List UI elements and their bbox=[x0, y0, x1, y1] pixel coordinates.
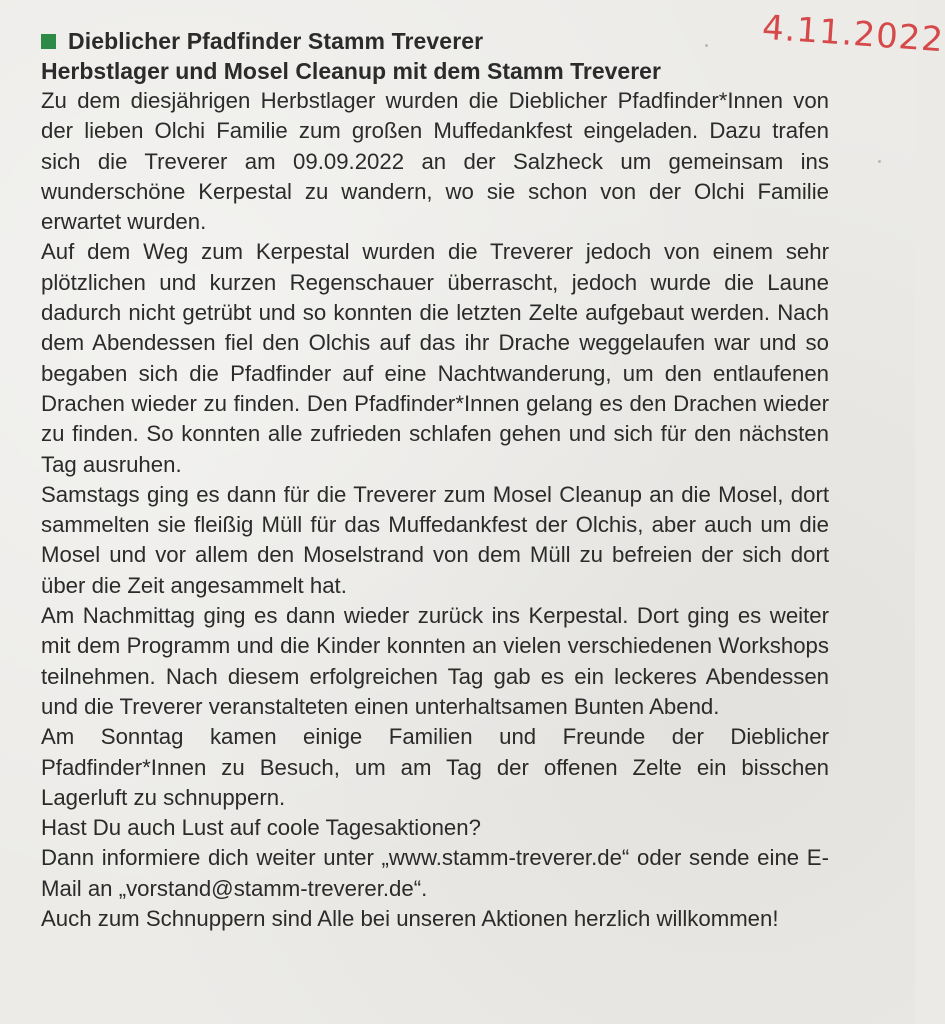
paragraph-welcome: Auch zum Schnuppern sind Alle bei unseren Aktionen herzlich willkommen! bbox=[41, 906, 779, 932]
paragraph-contact: Dann informiere dich weiter unter „www.stamm-treverer.de“ oder sende eine E-Mail an „vorstand@stamm-treverer.de“. bbox=[41, 845, 829, 901]
article-title: Dieblicher Pfadfinder Stamm Treverer bbox=[68, 28, 484, 54]
paragraph-night-hike: Auf dem Weg zum Kerpestal wurden die Treverer jedoch von einem sehr plötzlichen und kurzen Regenschauer überrascht, jedoch wurde die Laune dadurch nicht getrübt und so konnten die letzten Zelte aufgebaut werden. Nach dem Abendessen fiel den Olchis auf das ihr Drache weggelaufen war und so begaben sich die Pfadfinder auf eine Nachtwanderung, um den entlaufenen Drachen wieder zu finden. Den Pfadfinder*Innen gelang es den Drachen wieder zu finden. So konnten alle zufrieden schlafen gehen und sich für den nächsten Tag ausruhen. bbox=[41, 239, 829, 477]
handwritten-date: 4.11.2022 bbox=[760, 7, 945, 61]
article bbox=[41, 26, 829, 934]
paper-speck bbox=[878, 160, 881, 163]
article-subtitle: Herbstlager und Mosel Cleanup mit dem Stamm Treverer bbox=[41, 58, 661, 84]
article-header bbox=[41, 26, 829, 56]
paragraph-invitation: Zu dem diesjährigen Herbstlager wurden die Dieblicher Pfadfinder*Innen von der lieben Olchi Familie zum großen Muffedankfest eingeladen. Dazu trafen sich die Treverer am 09.09.2022 an der Salzheck um gemeinsam ins wunderschöne Kerpestal zu wandern, wo sie schon von der Olchi Familie erwartet wurden. bbox=[41, 88, 829, 235]
article-body bbox=[41, 86, 829, 934]
paragraph-workshops: Am Nachmittag ging es dann wieder zurück ins Kerpestal. Dort ging es weiter mit dem Programm und die Kinder konnten an vielen verschiedenen Workshops teilnehmen. Nach diesem erfolgreichen Tag gab es ein leckeres Abendessen und die Treverer veranstalteten einen unterhaltsamen Bunten Abend. bbox=[41, 603, 829, 719]
paragraph-question: Hast Du auch Lust auf coole Tagesaktionen? bbox=[41, 815, 481, 841]
paragraph-cleanup: Samstags ging es dann für die Treverer zum Mosel Cleanup an die Mosel, dort sammelten sie fleißig Müll für das Muffedankfest der Olchis, aber auch um die Mosel und vor allem den Moselstrand von dem Müll zu befreien der sich dort über die Zeit angesammelt hat. bbox=[41, 481, 829, 598]
paragraph-open-tents: Am Sonntag kamen einige Familien und Freunde der Dieblicher Pfadfinder*Innen zu Besuch, um am Tag der offenen Zelte ein bisschen Lagerluft zu schnuppern. bbox=[41, 724, 829, 810]
green-square-icon bbox=[41, 34, 56, 49]
